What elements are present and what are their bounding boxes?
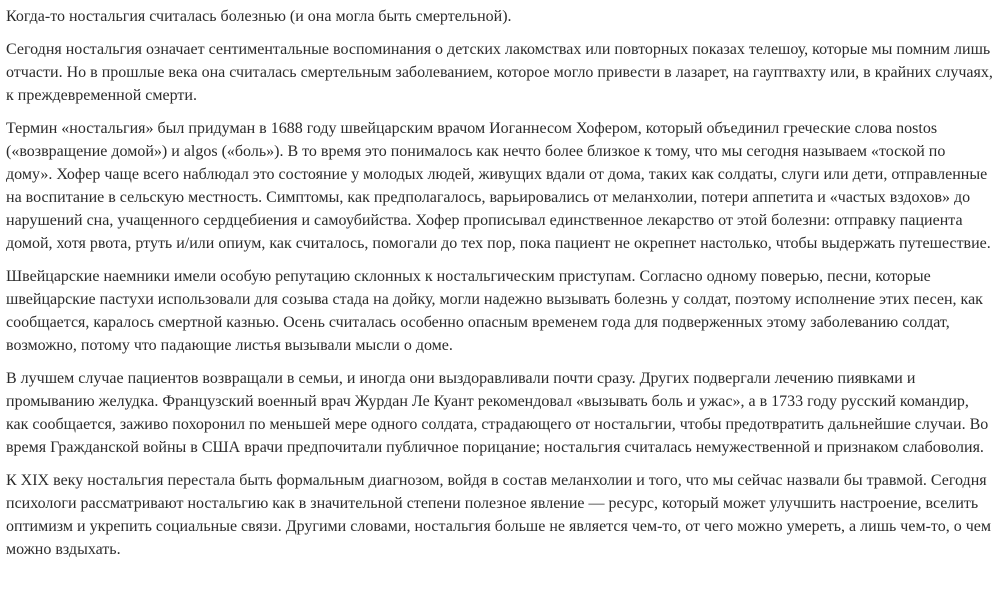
paragraph-swiss-mercenaries: Швейцарские наемники имели особую репутацию склонных к ностальгическим приступам. Согласно одному поверью, песни, которые швейцарские пастухи использовали для созыва стада на дойку, могли надежно вызывать болезнь у солдат, поэтому исполнение этих песен, как сообщается, каралось смертной казнью. Осень считалась особенно опасным временем года для подверженных этому заболеванию солдат, возможно, потому что падающие листья вызывали мысли о доме.	[6, 268, 983, 354]
paragraph-treatments: В лучшем случае пациентов возвращали в семьи, и иногда они выздоравливали почти сразу. Других подвергали лечению пиявками и промыванию желудка. Французский военный врач Журдан Ле Куант рекомендовал «вызывать боль и ужас», а в 1733 году русский командир, как сообщается, заживо похоронил по меньшей мере одного солдата, страдающего от ностальгии, чтобы предотвратить дальнейшие случаи. Во время Гражданской войны в США врачи предпочитали публичное порицание; ностальгия считалась немужественной и признаком слабоволия.	[6, 370, 989, 456]
intro-paragraph: Когда-то ностальгия считалась болезнью (и она могла быть смертельной).	[6, 8, 512, 25]
paragraph-modern-meaning: Сегодня ностальгия означает сентиментальные воспоминания о детских лакомствах или повторных показах телешоу, которые мы помним лишь отчасти. Но в прошлые века она считалась смертельным заболеванием, которое могло привести в лазарет, на гауптвахту или, в крайних случаях, к преждевременной смерти.	[6, 41, 993, 104]
paragraph-modern-view: К XIX веку ностальгия перестала быть формальным диагнозом, войдя в состав меланхолии и того, что мы сейчас назвали бы травмой. Сегодня психологи рассматривают ностальгию как в значительной степени полезное явление — ресурс, который может улучшить настроение, вселить оптимизм и укрепить социальные связи. Другими словами, ностальгия больше не является чем-то, от чего можно умереть, а лишь чем-то, о чем можно вздыхать.	[6, 472, 991, 558]
paragraph-term-origin: Термин «ностальгия» был придуман в 1688 году швейцарским врачом Иоганнесом Хофером, который объединил греческие слова nostos («возвращение домой») и algos («боль»). В то время это понималось как нечто более близкое к тому, что мы сегодня называем «тоской по дому». Хофер чаще всего наблюдал это состояние у молодых людей, живущих вдали от дома, таких как солдаты, слуги или дети, отправленные на воспитание в сельскую местность. Симптомы, как предполагалось, варьировались от меланхолии, потери аппетита и «частых вздохов» до нарушений сна, учащенного сердцебиения и самоубийства. Хофер прописывал единственное лекарство от этой болезни: отправку пациента домой, хотя рвота, ртуть и/или опиум, как считалось, помогали до тех пор, пока пациент не окрепнет настолько, чтобы выдержать путешествие.	[6, 120, 991, 252]
